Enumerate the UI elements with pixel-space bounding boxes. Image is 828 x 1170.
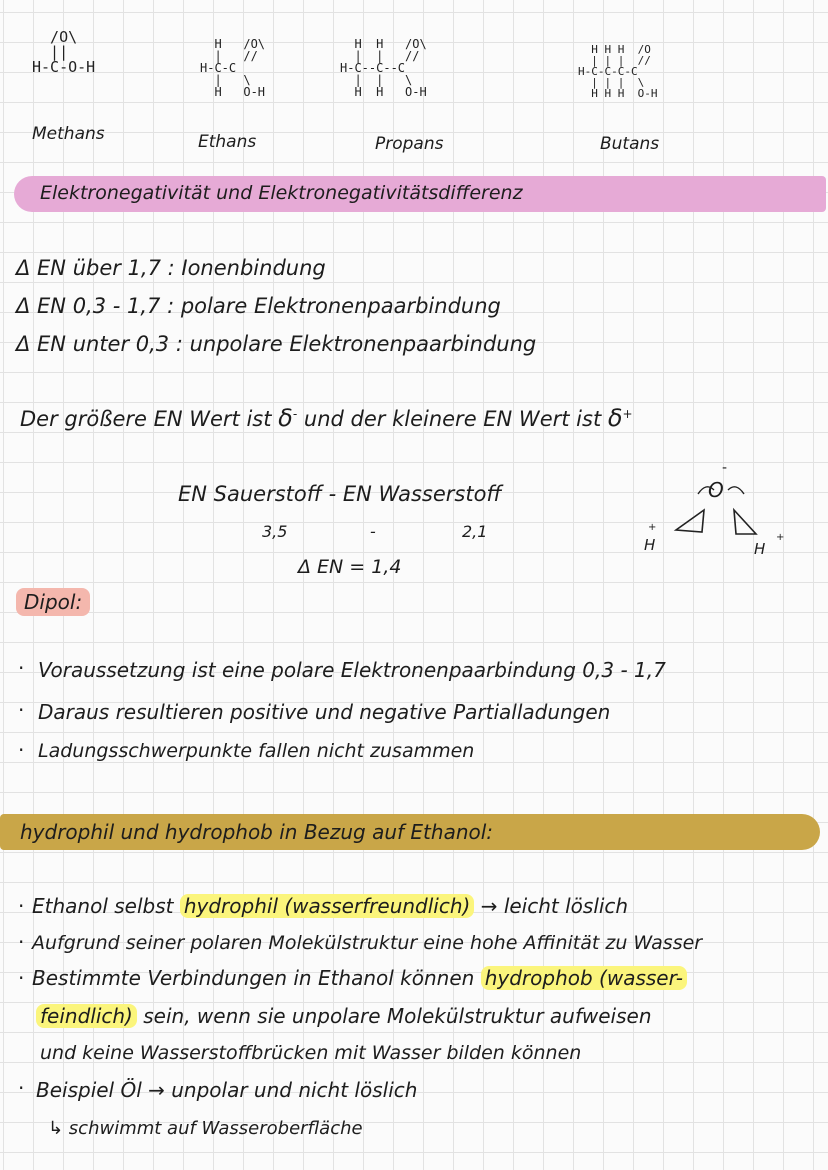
- formula-ethanoic: H /O\ | // H-C-C | \ H O-H: [200, 37, 266, 99]
- bullet-dot: ·: [18, 738, 25, 762]
- dipol-label: Dipol:: [16, 588, 90, 616]
- delta-sentence: [20, 404, 633, 432]
- bullet-dot: ·: [18, 966, 25, 990]
- delta-sentence-part1: Der größere EN Wert ist: [20, 407, 272, 431]
- calc-value-oxygen: 3,5: [262, 522, 288, 541]
- en-rule-3: Δ EN unter 0,3 : unpolare Elektronenpaarbindung: [16, 332, 537, 356]
- molecule-ethanoic: [200, 38, 265, 98]
- ethanol-point-1-pre: Ethanol selbst: [32, 894, 174, 918]
- bullet-dot: ·: [18, 656, 25, 680]
- calc-operator: -: [370, 522, 376, 541]
- highlight-hydrophob: hydrophob (wasser-: [481, 966, 687, 990]
- water-plus-left: +: [648, 522, 657, 533]
- ethanol-point-1: [32, 894, 628, 918]
- caption-ethanoic: Ethans: [198, 132, 257, 152]
- calc-value-hydrogen: 2,1: [462, 522, 488, 541]
- ethanol-point-4-sub: ↳ schwimmt auf Wasseroberfläche: [48, 1118, 363, 1139]
- water-hydrogen-right: H: [754, 540, 766, 558]
- ethanol-point-3-line-2: [36, 1004, 652, 1028]
- water-minus-sign: -: [722, 460, 728, 476]
- caption-propanoic: Propans: [375, 134, 444, 154]
- bullet-dot: ·: [18, 1076, 25, 1100]
- heading-hydrophil: hydrophil und hydrophob in Bezug auf Ethanol:: [20, 820, 494, 844]
- ethanol-point-3-line-3: und keine Wasserstoffbrücken mit Wasser bilden können: [40, 1042, 582, 1064]
- ethanol-point-2: Aufgrund seiner polaren Molekülstruktur eine hohe Affinität zu Wasser: [32, 932, 703, 954]
- delta-minus-sign: -: [292, 407, 298, 421]
- delta-plus-symbol: δ: [607, 404, 623, 432]
- water-bond-triangles: [636, 460, 806, 570]
- bullet-dot: ·: [18, 894, 25, 918]
- water-molecule: [636, 460, 806, 570]
- dipol-point-3: Ladungsschwerpunkte fallen nicht zusammen: [38, 740, 475, 762]
- formula-propanoic: H H /O\ | | // H-C--C--C | | \ H H O-H: [340, 37, 427, 99]
- bullet-dot: ·: [18, 698, 25, 722]
- en-rule-1: Δ EN über 1,7 : Ionenbindung: [16, 256, 326, 280]
- water-oxygen-lone-pairs: [698, 487, 744, 494]
- delta-plus-sign: +: [622, 407, 633, 421]
- calc-expression: EN Sauerstoff - EN Wasserstoff: [178, 482, 502, 506]
- molecule-propanoic: [340, 38, 427, 98]
- ethanol-point-3-pre: Bestimmte Verbindungen in Ethanol können: [32, 966, 475, 990]
- water-plus-right: +: [776, 532, 785, 543]
- wedge-right: [734, 510, 756, 534]
- water-hydrogen-left: H: [644, 536, 656, 554]
- caption-methanoic: Methans: [32, 124, 105, 144]
- wedge-left: [676, 510, 704, 532]
- molecule-methanoic: [32, 30, 95, 75]
- caption-butanoic: Butans: [600, 134, 660, 154]
- molecule-butanoic: [578, 44, 657, 99]
- calc-result: Δ EN = 1,4: [298, 556, 402, 578]
- bullet-dot: ·: [18, 930, 25, 954]
- ethanol-point-4: Beispiel Öl → unpolar und nicht löslich: [36, 1078, 418, 1102]
- highlight-feindlich: feindlich): [36, 1004, 137, 1028]
- dipol-point-2: Daraus resultieren positive und negative Partialladungen: [38, 700, 611, 724]
- heading-electronegativity: Elektronegativität und Elektronegativitätsdifferenz: [40, 182, 523, 204]
- delta-minus-symbol: δ: [278, 404, 293, 432]
- ethanol-point-3-line-2-post: sein, wenn sie unpolare Molekülstruktur aufweisen: [143, 1004, 652, 1028]
- ethanol-point-1-post: → leicht löslich: [480, 894, 629, 918]
- en-rule-2: Δ EN 0,3 - 1,7 : polare Elektronenpaarbindung: [16, 294, 501, 318]
- dipol-point-1: Voraussetzung ist eine polare Elektronenpaarbindung 0,3 - 1,7: [38, 658, 666, 682]
- delta-sentence-part2: und der kleinere EN Wert ist: [303, 407, 602, 431]
- ethanol-point-3: [32, 966, 687, 990]
- formula-butanoic: H H H /O | | | // H-C-C-C-C | | | \ H H H O-H: [578, 43, 658, 100]
- formula-methanoic: /O\ || H-C-O-H: [32, 28, 96, 76]
- water-oxygen: O: [708, 478, 724, 502]
- highlight-hydrophil: hydrophil (wasserfreundlich): [180, 894, 475, 918]
